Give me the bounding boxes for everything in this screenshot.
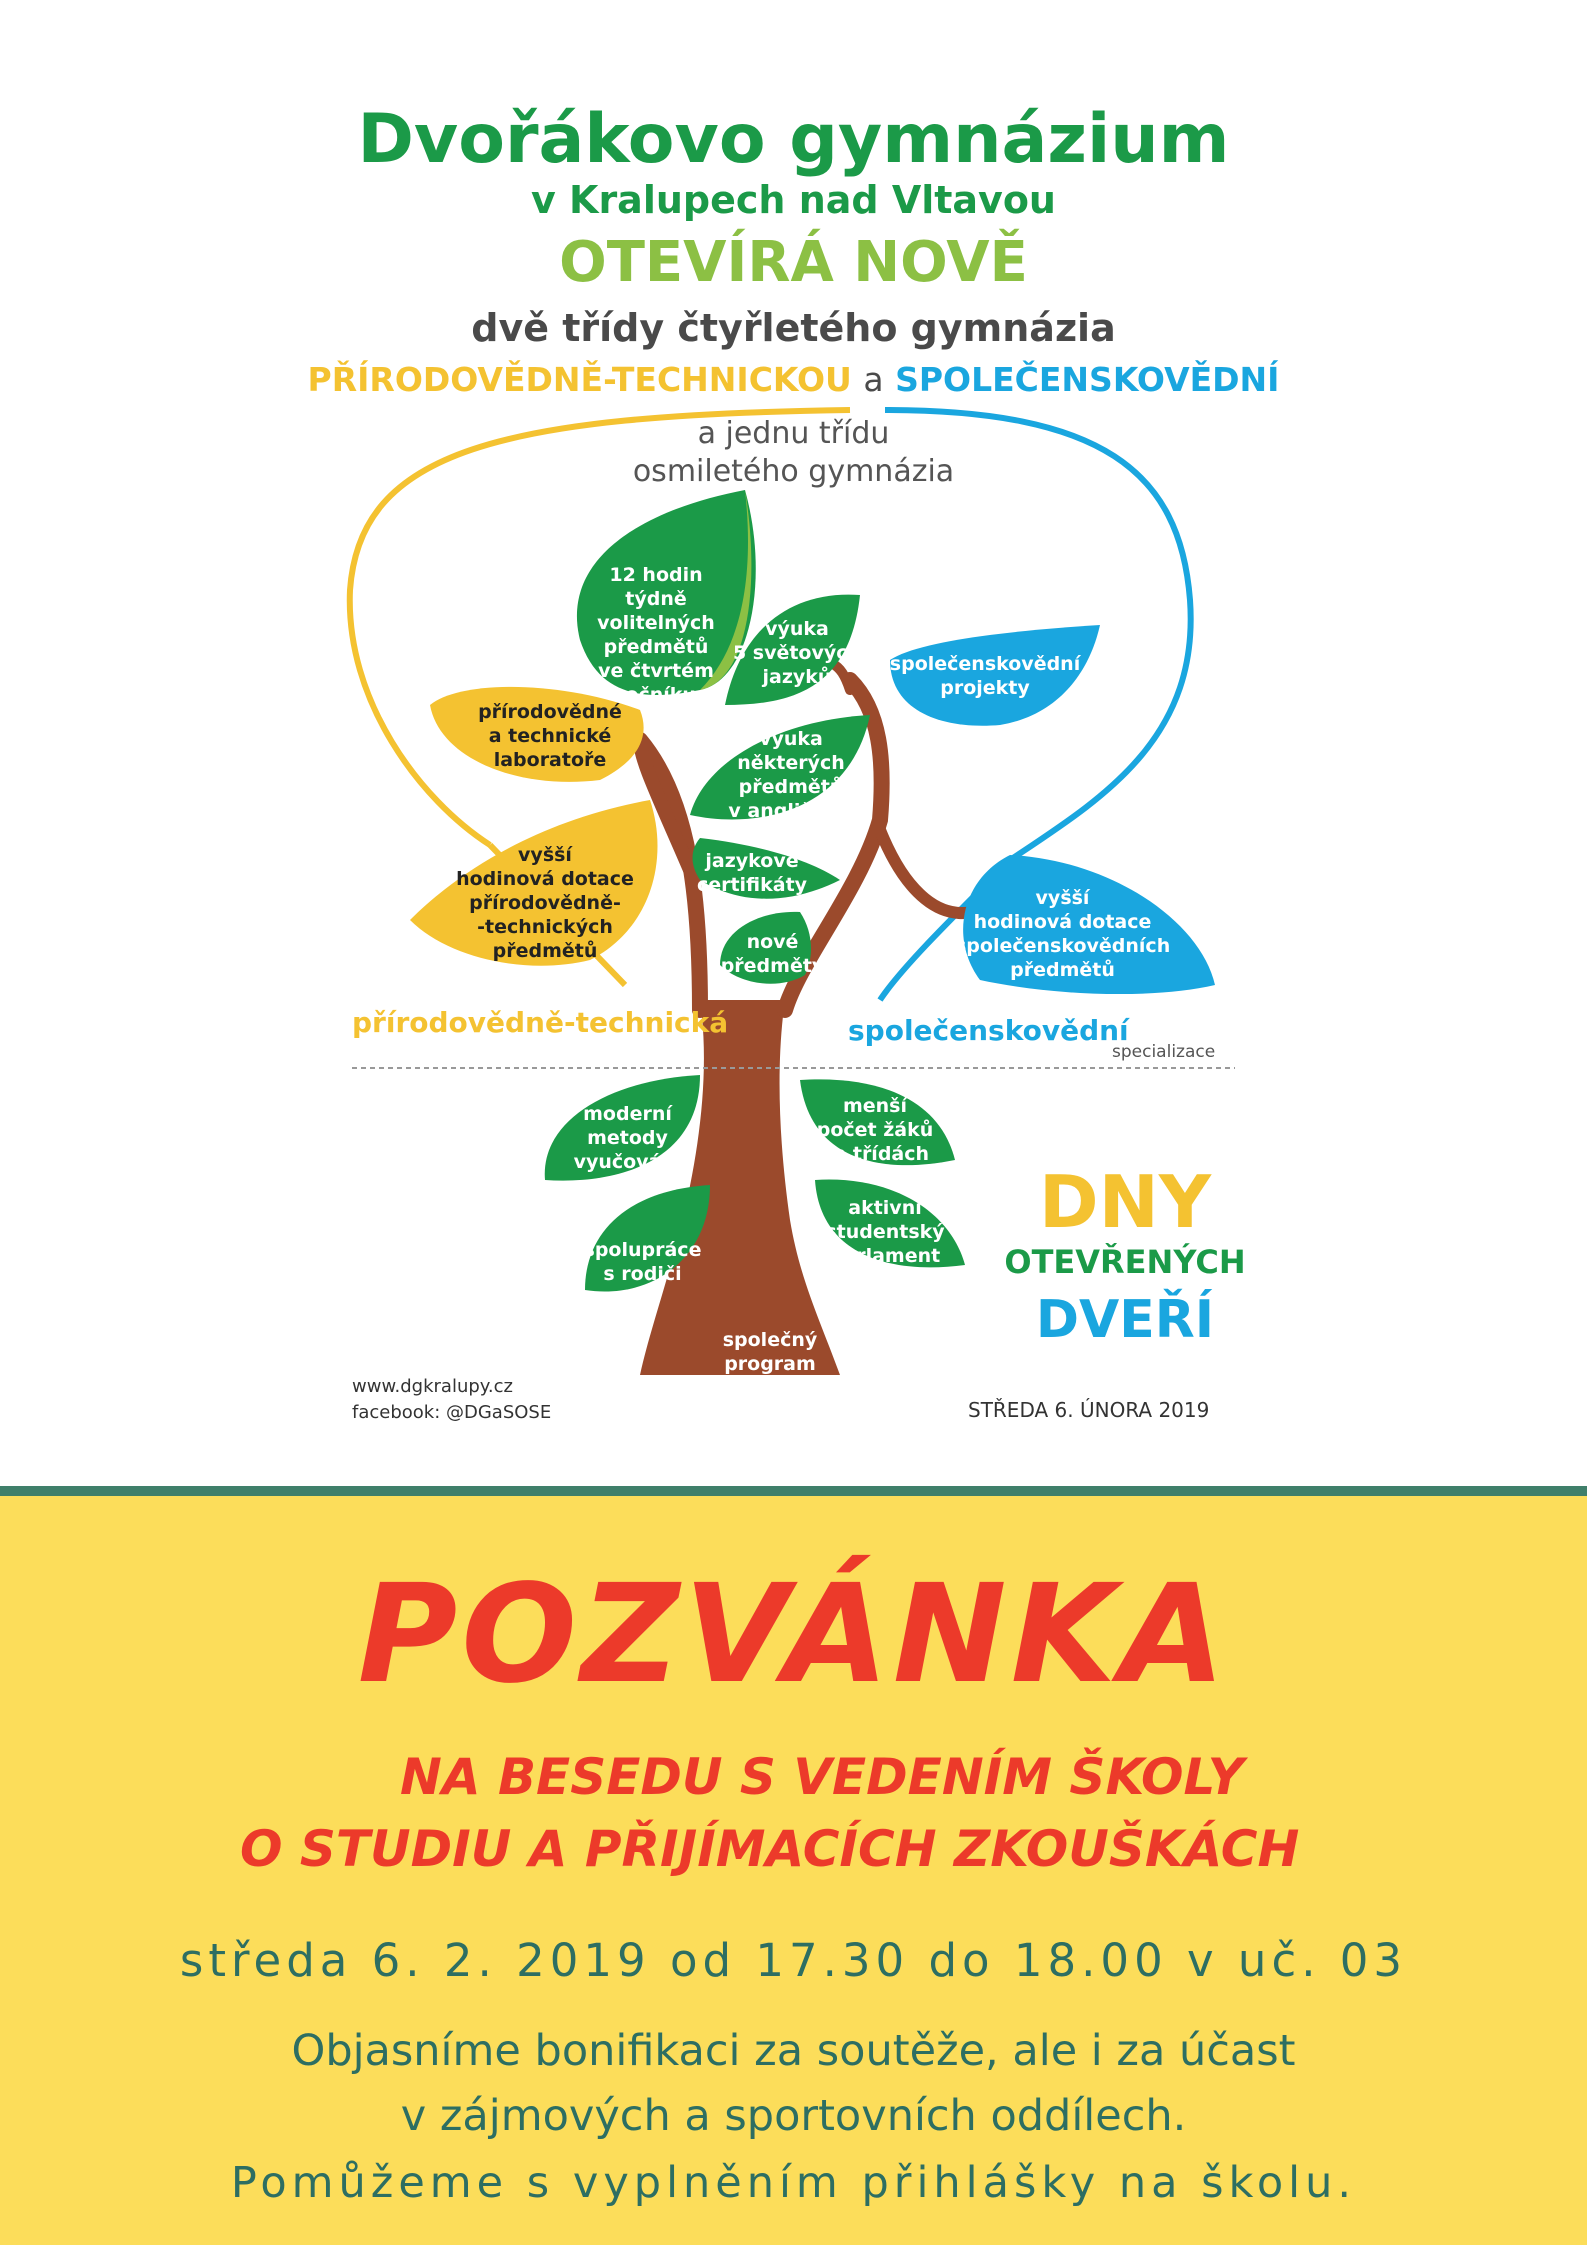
invitation-when: středa 6. 2. 2019 od 17.30 do 18.00 v uč. 03: [179, 1934, 1408, 1987]
open-day-date: STŘEDA 6. ÚNORA 2019: [968, 1398, 1210, 1422]
label-specialization: specializace: [1112, 1042, 1216, 1062]
leaf-line: společenskovědních: [955, 935, 1171, 957]
leaf-text-smaller: [805, 1094, 945, 1166]
leaf-line: studentský: [825, 1221, 945, 1243]
spec-social: SPOLEČENSKOVĚDNÍ: [895, 360, 1280, 399]
leaf-line: některých: [737, 752, 845, 774]
leaf-line: předmětů: [492, 940, 598, 962]
trunk-text-common: [700, 1328, 840, 1376]
leaf-text-hours: [576, 563, 736, 707]
two-classes-text: dvě třídy čtyřletého gymnázia: [471, 306, 1116, 350]
leaf-line: certifikáty: [696, 874, 808, 896]
leaf-line: s rodiči: [603, 1263, 682, 1285]
spec-and: a: [863, 360, 884, 399]
leaf-line: vyšší: [518, 844, 572, 866]
school-location: v Kralupech nad Vltavou: [531, 178, 1056, 222]
leaf-line: ve třídách: [820, 1143, 930, 1165]
one-class-line-2: osmiletého gymnázia: [632, 454, 955, 489]
label-social: společenskovědní: [848, 1014, 1129, 1047]
leaf-line: nové: [746, 931, 799, 953]
leaf-line: přírodovědně-: [469, 892, 621, 914]
leaf-line: předmětů: [1010, 959, 1115, 981]
leaf-text-certs: [692, 849, 812, 897]
leaf-line: laboratoře: [493, 749, 607, 771]
invitation-desc-2: v zájmových a sportovních oddílech.: [400, 2091, 1187, 2141]
leaf-line: přírodovědné: [478, 701, 622, 723]
invitation-desc-3: Pomůžeme s vyplněním přihlášky na školu.: [230, 2158, 1357, 2208]
leaf-line: 5 světových: [732, 642, 862, 664]
leaf-line: společný: [722, 1329, 818, 1351]
leaf-line: jazyků: [762, 666, 832, 688]
leaf-line: jazykové: [705, 850, 799, 872]
open-day-otevrenych: OTEVŘENÝCH: [1004, 1243, 1246, 1281]
one-class-line-1: a jednu třídu: [697, 416, 890, 451]
invitation-desc-1: Objasníme bonifikaci za soutěže, ale i za účast: [291, 2026, 1296, 2076]
spec-natural-technical: PŘÍRODOVĚDNĚ-TECHNICKOU: [307, 360, 852, 399]
leaf-line: program: [724, 1353, 816, 1375]
leaf-line: hodinová dotace: [973, 911, 1152, 933]
leaf-line: metody: [587, 1127, 668, 1149]
leaf-line: projekty: [940, 677, 1030, 699]
leaf-line: v angličtině: [728, 800, 854, 822]
leaf-line: -technických: [477, 916, 613, 938]
invitation-line-1: NA BESEDU S VEDENÍM ŠKOLY: [400, 1748, 1244, 1806]
leaf-text-new-subjects: [715, 930, 830, 978]
open-day-dny: DNY: [1038, 1160, 1212, 1244]
leaf-line: předměty: [720, 955, 825, 977]
leaf-text-social-projects: [880, 652, 1090, 700]
leaf-text-parliament: [815, 1196, 955, 1268]
leaf-text-languages: [722, 617, 872, 689]
leaf-line: menší: [842, 1095, 908, 1117]
leaf-text-english: [716, 727, 866, 823]
leaf-line: počet žáků: [816, 1119, 934, 1141]
leaf-line: společenskovědní: [889, 653, 1081, 675]
leaf-line: parlament: [829, 1245, 941, 1267]
leaf-line: volitelných: [597, 612, 715, 634]
label-natural-technical: přírodovědně-technická: [352, 1006, 729, 1039]
invitation-line-2: O STUDIU A PŘIJÍMACÍCH ZKOUŠKÁCH: [240, 1820, 1300, 1878]
leaf-line: vyučování: [573, 1151, 682, 1173]
leaf-line: ve čtvrtém: [598, 660, 714, 682]
leaf-line: předmětů: [738, 776, 844, 798]
leaf-line: moderní: [583, 1103, 672, 1125]
leaf-line: 12 hodin týdně: [609, 564, 703, 610]
leaf-text-pt-hours: [450, 843, 640, 963]
leaf-line: výuka: [759, 728, 823, 750]
leaf-line: aktivní: [848, 1197, 922, 1219]
leaf-line: předmětů: [603, 636, 709, 658]
invitation-heading: POZVÁNKA: [357, 1556, 1230, 1714]
leaf-text-parents: [580, 1238, 705, 1286]
leaf-text-sv-hours: [955, 886, 1170, 982]
leaf-line: vyšší: [1035, 887, 1090, 909]
leaf-line: hodinová dotace: [456, 868, 634, 890]
school-title: Dvořákovo gymnázium: [357, 100, 1230, 179]
website-link[interactable]: www.dgkralupy.cz: [352, 1376, 513, 1397]
open-day-dveri: DVEŘÍ: [1035, 1290, 1215, 1350]
leaf-text-labs: [465, 700, 635, 772]
leaf-line: výuka: [765, 618, 829, 640]
leaf-line: a technické: [488, 725, 612, 747]
opens-new-heading: OTEVÍRÁ NOVĚ: [559, 230, 1028, 295]
leaf-line: spolupráce: [583, 1239, 702, 1261]
leaf-text-methods: [570, 1102, 685, 1174]
leaf-line: ročníku: [616, 684, 696, 706]
facebook-link[interactable]: facebook: @DGaSOSE: [352, 1402, 552, 1423]
tree-trunk: [640, 1000, 840, 1375]
